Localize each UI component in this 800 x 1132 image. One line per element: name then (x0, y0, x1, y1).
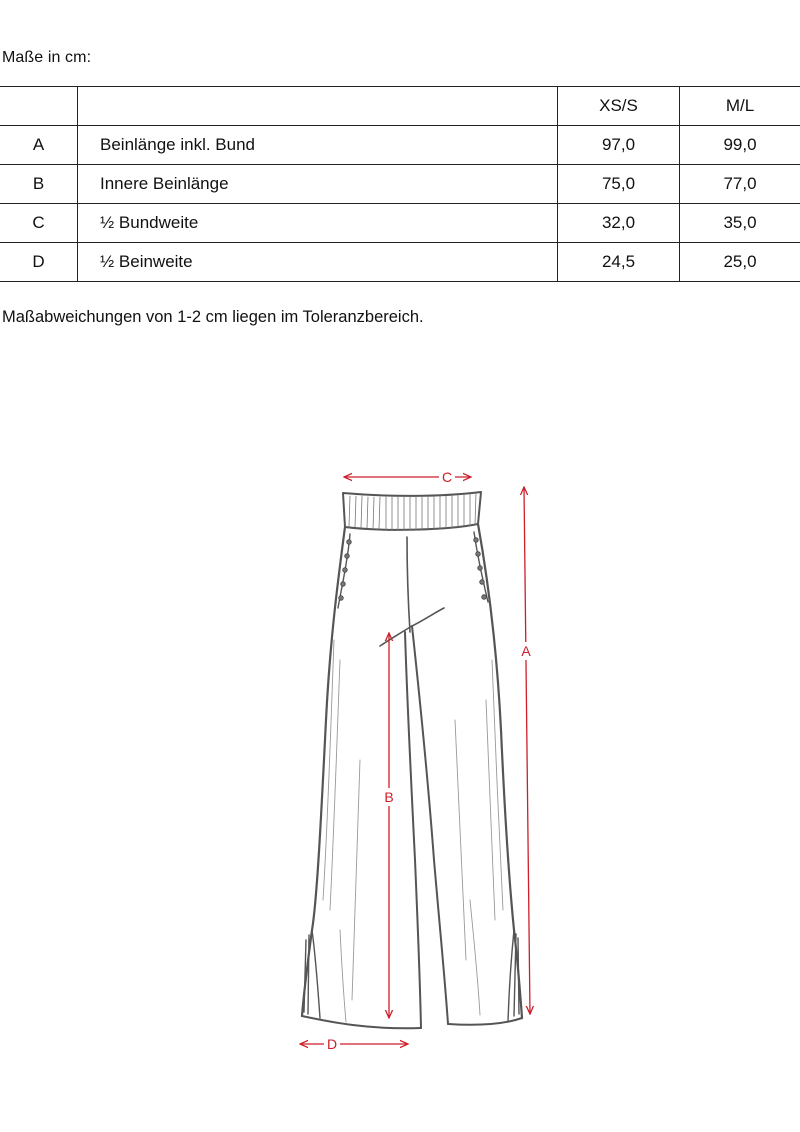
measure-b-label: B (384, 789, 394, 805)
row-value-xs-s: 24,5 (558, 243, 680, 282)
row-key: D (0, 243, 78, 282)
header-size-xs-s: XS/S (558, 87, 680, 126)
row-value-m-l: 35,0 (680, 204, 800, 243)
row-key: A (0, 126, 78, 165)
measurement-lines (300, 477, 530, 1044)
waistband-ribbing (349, 493, 476, 530)
row-label: ½ Beinweite (78, 243, 558, 282)
trousers-sketch (302, 492, 522, 1028)
pocket-buttons (339, 538, 487, 601)
row-label: Innere Beinlänge (78, 165, 558, 204)
row-value-m-l: 25,0 (680, 243, 800, 282)
center-front-seam (407, 537, 410, 632)
row-value-xs-s: 75,0 (558, 165, 680, 204)
measure-d-label: D (326, 1036, 338, 1052)
row-value-m-l: 77,0 (680, 165, 800, 204)
tolerance-note: Maßabweichungen von 1-2 cm liegen im Toleranzbereich. (2, 308, 424, 326)
page-heading: Maße in cm: (2, 49, 92, 66)
header-size-m-l: M/L (680, 87, 800, 126)
row-value-xs-s: 97,0 (558, 126, 680, 165)
measure-a-line (524, 487, 530, 1014)
row-key: B (0, 165, 78, 204)
right-inseam (412, 626, 448, 1024)
row-label: ½ Bundweite (78, 204, 558, 243)
measure-a-label: A (521, 643, 531, 659)
right-slit (508, 930, 519, 1022)
row-value-m-l: 99,0 (680, 126, 800, 165)
row-value-xs-s: 32,0 (558, 204, 680, 243)
row-key: C (0, 204, 78, 243)
measure-c-label: C (441, 469, 453, 485)
waistband (343, 492, 481, 530)
right-hem (448, 1018, 522, 1025)
row-label: Beinlänge inkl. Bund (78, 126, 558, 165)
